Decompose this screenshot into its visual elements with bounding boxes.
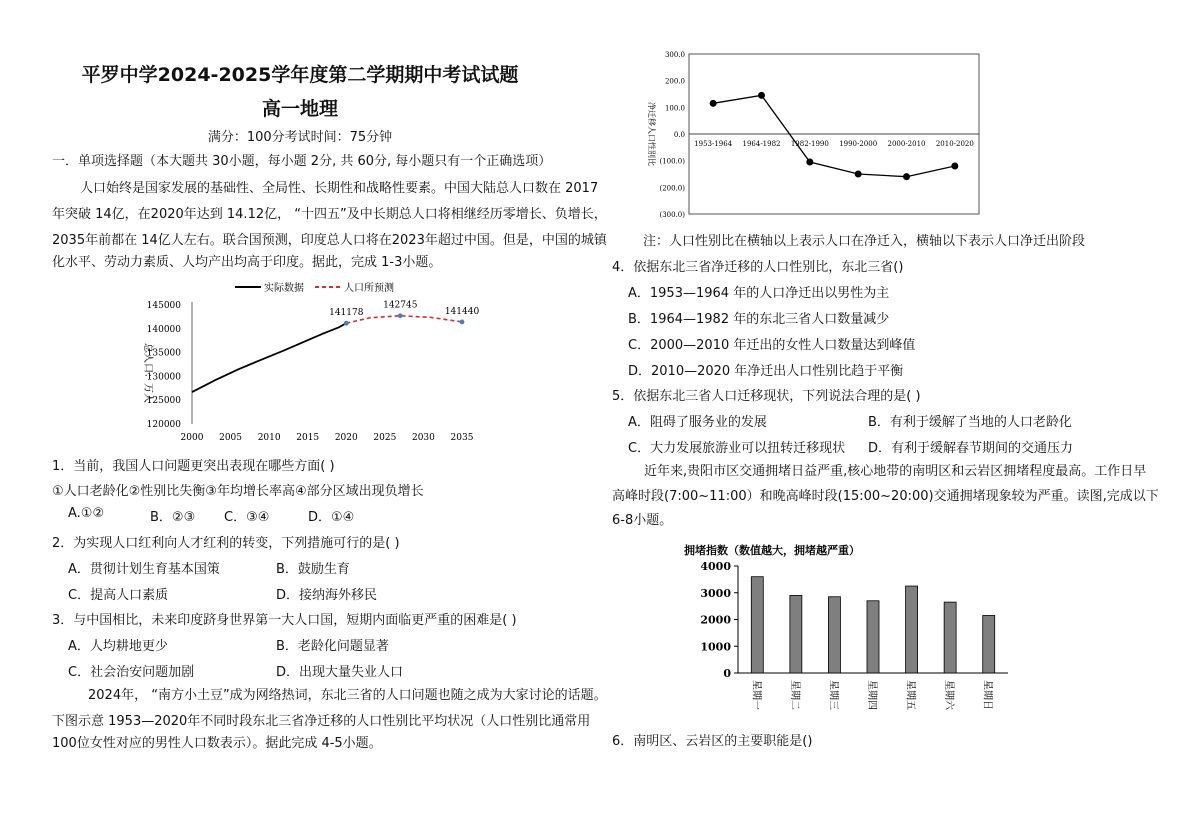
chart1-data-label: 142745 <box>383 300 418 311</box>
chart2-xtick-label: 2000-2010 <box>887 140 926 148</box>
chart1-data-label: 141178 <box>329 308 364 319</box>
congestion-bar <box>751 577 763 673</box>
migration-note: 注：人口性别比在横轴以上表示人口在净迁入，横轴以下表示人口净迁出阶段 <box>643 234 1086 249</box>
q4-option-c[interactable]: C．2000—2010 年迁出的女性人口数量达到峰值 <box>628 338 916 353</box>
chart1-xtick-label: 2035 <box>450 433 474 443</box>
q4-option-b[interactable]: B．1964—1982 年的东北三省人口数量减少 <box>628 312 890 327</box>
chart3-xtick-label: 星期五 <box>904 680 916 710</box>
chart2-ytick-label: 200.0 <box>664 77 685 86</box>
q2-stem: 2．为实现人口红利向人才红利的转变，下列措施可行的是( ) <box>52 536 400 551</box>
q4-option-a[interactable]: A．1953—1964 年的人口净迁出以男性为主 <box>628 286 890 301</box>
q5-option-b[interactable]: B．有利于缓解了当地的人口老龄化 <box>868 415 1072 430</box>
q5-stem: 5．依据东北三省人口迁移现状，下列说法合理的是( ) <box>612 389 921 404</box>
passage2-line: 100位女性对应的男性人口数表示）。据此完成 4-5小题。 <box>52 736 382 751</box>
q3-option-b[interactable]: B．老龄化问题显著 <box>276 639 389 654</box>
sex-ratio-chart <box>635 40 985 225</box>
q5-option-d[interactable]: D．有利于缓解春节期间的交通压力 <box>868 441 1074 456</box>
passage3-line: 近年来,贵阳市区交通拥堵日益严重,核心地带的南明区和云岩区拥堵程度最高。工作日早 <box>644 464 1147 479</box>
legend-forecast-label: 人口所预测 <box>344 283 394 294</box>
population-chart <box>135 278 480 446</box>
congestion-bar <box>828 597 840 673</box>
q3-option-a[interactable]: A．人均耕地更少 <box>68 639 168 654</box>
q1-option-b[interactable]: B．②③ <box>150 510 196 525</box>
passage1-line: 2035年前都在 14亿人左右。联合国预测，印度总人口将在2023年超过中国。但是，中国的城镇 <box>52 233 607 248</box>
chart2-xtick-label: 1990-2000 <box>839 140 878 148</box>
chart3-xtick-label: 星期六 <box>943 680 955 710</box>
chart1-ytick-label: 145000 <box>146 301 181 311</box>
chart2-point <box>903 173 910 180</box>
chart1-xtick-label: 2005 <box>219 433 243 443</box>
chart3-xtick-label: 星期日 <box>981 680 993 710</box>
chart1-xtick-label: 2020 <box>334 433 358 443</box>
chart2-point <box>951 163 958 170</box>
q1-option-c[interactable]: C．③④ <box>224 510 270 525</box>
passage2-line: 下图示意 1953—2020年不同时段东北三省净迁移的人口性别比平均状况（人口性别比通常用 <box>52 714 591 729</box>
q3-option-c[interactable]: C．社会治安问题加剧 <box>68 665 195 680</box>
exam-title: 平罗中学2024-2025学年度第二学期期中考试试题 <box>81 64 519 86</box>
chart1-ylabel: 总人口：万人 <box>142 343 153 403</box>
chart1-ytick-label: 120000 <box>146 420 181 430</box>
chart3-title: 拥堵指数（数值越大，拥堵越严重） <box>684 544 860 557</box>
chart3-ytick-label: 2000 <box>700 613 731 627</box>
exam-info: 满分：100分考试时间：75分钟 <box>207 130 393 145</box>
sex-ratio-line <box>713 95 955 176</box>
chart1-legend <box>235 281 394 294</box>
q4-stem: 4．依据东北三省净迁移的人口性别比，东北三省() <box>612 260 904 275</box>
congestion-bar <box>790 595 802 673</box>
chart1-xtick-label: 2000 <box>180 433 204 443</box>
q5-option-a[interactable]: A．阻碍了服务业的发展 <box>628 415 767 430</box>
congestion-bar <box>867 601 879 673</box>
chart1-xtick-label: 2015 <box>296 433 320 443</box>
chart3-xtick-label: 星期二 <box>788 680 800 710</box>
exam-subject: 高一地理 <box>261 98 338 120</box>
chart1-ytick-label: 125000 <box>146 396 181 407</box>
passage1-line: 人口始终是国家发展的基础性、全局性、长期性和战略性要素。中国大陆总人口数在 2017 <box>80 181 599 196</box>
chart1-point <box>344 321 349 326</box>
chart2-xtick-label: 2010-2020 <box>935 140 974 148</box>
q1-option-a[interactable]: A.①② <box>68 506 105 521</box>
chart2-ytick-label: 300.0 <box>664 51 685 59</box>
passage1-line: 年突破 14亿，在2020年达到 14.12亿， “十四五”及中长期总人口将相继经历零增长、负增长， <box>52 207 607 222</box>
chart3-ytick-label: 3000 <box>700 586 731 600</box>
chart1-data-label: 141440 <box>444 306 480 317</box>
passage1-line: 化水平、劳动力素质、人均产出均高于印度。据此，完成 1-3小题。 <box>52 255 442 270</box>
congestion-bar <box>983 615 995 673</box>
chart1-ytick-label: 130000 <box>146 372 181 383</box>
congestion-bar <box>906 586 918 673</box>
chart3-ytick-label: 1000 <box>700 640 731 654</box>
chart3-xtick-label: 星期一 <box>750 680 762 710</box>
q3-stem: 3．与中国相比，未来印度跻身世界第一大人口国，短期内面临更严重的困难是( ) <box>52 613 517 628</box>
q1-stem: 1．当前，我国人口问题更突出表现在哪些方面( ) <box>52 459 335 474</box>
passage2-line: 2024年， “南方小土豆”成为网络热词，东北三省的人口问题也随之成为大家讨论的话题。 <box>88 688 607 703</box>
chart2-point <box>855 171 862 178</box>
passage3-line: 高峰时段(7:00~11:00）和晚高峰时段(15:00~20:00)交通拥堵现象较为严重。读图,完成以下 <box>612 489 1159 504</box>
chart3-ytick-label: 4000 <box>700 560 731 573</box>
q2-option-d[interactable]: D．接纳海外移民 <box>276 588 378 603</box>
chart3-ytick-label: 0 <box>723 667 731 680</box>
chart1-ytick-label: 135000 <box>146 348 181 359</box>
congestion-chart <box>680 540 1020 720</box>
chart3-xtick-label: 星期四 <box>866 680 877 710</box>
chart2-ytick-label: 100.0 <box>664 104 685 113</box>
chart1-xtick-label: 2030 <box>411 433 435 443</box>
q2-option-c[interactable]: C．提高人口素质 <box>68 588 169 603</box>
q3-option-d[interactable]: D．出现大量失业人口 <box>276 665 404 680</box>
series-actual-line <box>192 323 346 392</box>
q1-option-d[interactable]: D．①④ <box>308 510 355 525</box>
chart1-xtick-label: 2025 <box>373 433 397 443</box>
chart2-ytick-label: 0.0 <box>673 131 685 139</box>
chart1-xtick-label: 2010 <box>257 433 281 443</box>
q5-option-c[interactable]: C．大力发展旅游业可以扭转迁移现状 <box>628 441 846 456</box>
chart2-xtick-label: 1964-1982 <box>742 140 781 148</box>
chart2-point <box>758 92 765 99</box>
chart1-ytick-label: 140000 <box>146 324 181 335</box>
q6-stem: 6．南明区、云岩区的主要职能是() <box>612 734 813 749</box>
passage3-line: 6-8小题。 <box>612 513 673 528</box>
chart1-point <box>460 320 465 325</box>
section-heading: 一．单项选择题（本大题共 30小题，每小题 2分, 共 60分, 每小题只有一个正确选项） <box>52 154 552 169</box>
chart2-ytick-label: (200.0) <box>659 184 685 193</box>
chart2-point <box>806 159 813 166</box>
chart3-xtick-label: 星期三 <box>827 680 839 710</box>
chart2-ytick-label: (300.0) <box>659 211 685 219</box>
q2-option-a[interactable]: A．贯彻计划生育基本国策 <box>68 562 220 577</box>
chart2-ylabel: 净迁移人口性别比 <box>647 102 656 166</box>
congestion-bar <box>944 602 956 673</box>
chart1-point <box>398 313 403 318</box>
chart2-point <box>710 100 717 107</box>
q4-option-d[interactable]: D．2010—2020 年净迁出人口性别比趋于平衡 <box>628 364 904 379</box>
chart2-xtick-label: 1982-1990 <box>790 140 829 148</box>
q2-option-b[interactable]: B．鼓励生育 <box>276 562 350 577</box>
chart2-xtick-label: 1953-1964 <box>694 140 733 148</box>
q1-items: ①人口老龄化②性别比失衡③年均增长率高④部分区域出现负增长 <box>52 484 424 499</box>
legend-actual-label: 实际数据 <box>264 283 304 294</box>
chart2-ytick-label: (100.0) <box>659 157 685 166</box>
